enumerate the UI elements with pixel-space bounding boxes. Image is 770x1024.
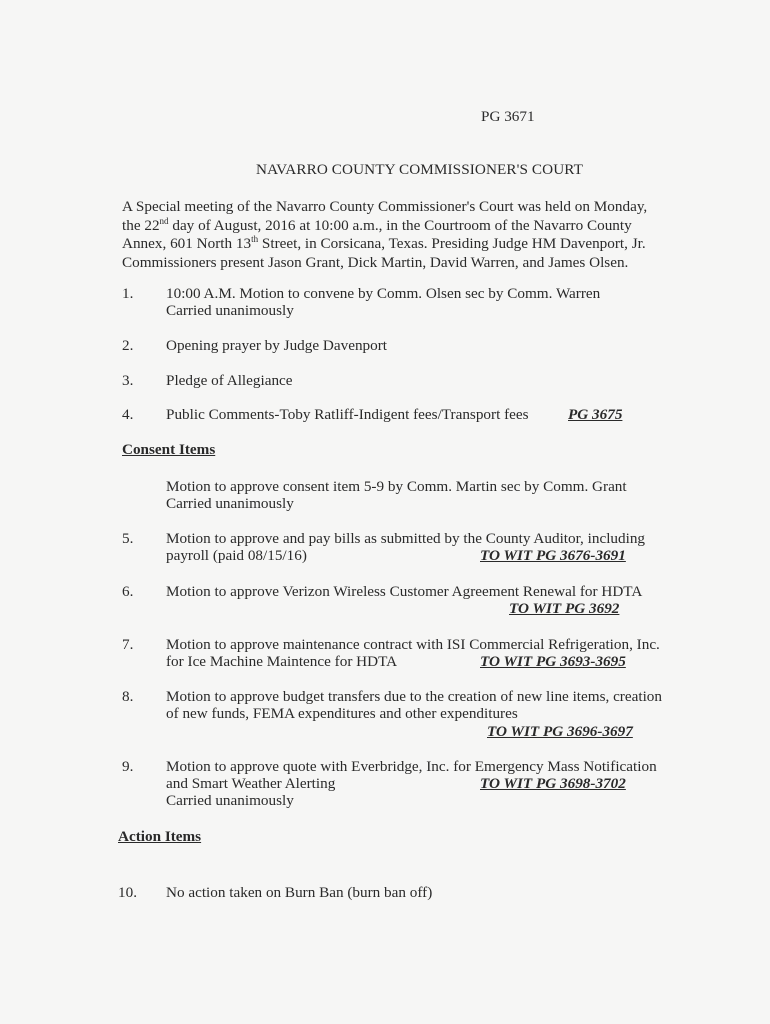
consent-items-heading: Consent Items <box>122 441 216 458</box>
intro-paragraph <box>122 198 658 272</box>
item-number: 6. <box>122 583 134 600</box>
item-number: 5. <box>122 530 134 547</box>
item-text: 10:00 A.M. Motion to convene by Comm. Olsen sec by Comm. Warren <box>166 285 601 302</box>
intro-line-3-end: Street, in Corsicana, Texas. Presiding Judge HM Davenport, Jr. <box>258 235 646 252</box>
intro-line-4: Commissioners present Jason Grant, Dick Martin, David Warren, and James Olsen. <box>122 253 629 271</box>
item-text: Motion to approve Verizon Wireless Customer Agreement Renewal for HDTA <box>166 583 643 600</box>
item-text: Opening prayer by Judge Davenport <box>166 337 387 354</box>
page-reference: TO WIT PG 3692 <box>509 600 620 617</box>
item-text: Public Comments-Toby Ratliff-Indigent fees/Transport fees <box>166 406 529 423</box>
page-reference: PG 3675 <box>568 406 623 423</box>
consent-motion-text: Carried unanimously <box>166 495 294 512</box>
page-number: PG 3671 <box>481 108 535 125</box>
item-text: Motion to approve maintenance contract with ISI Commercial Refrigeration, Inc. <box>166 636 660 653</box>
page-reference: TO WIT PG 3698-3702 <box>480 775 626 792</box>
item-text: for Ice Machine Maintence for HDTA <box>166 653 398 670</box>
item-text: Carried unanimously <box>166 302 294 319</box>
item-number: 8. <box>122 688 134 705</box>
intro-line-3-start: Annex, 601 North 13 <box>122 235 252 252</box>
page-reference: TO WIT PG 3696-3697 <box>487 723 633 740</box>
item-text: Motion to approve and pay bills as submitted by the County Auditor, including <box>166 530 646 547</box>
item-text: Pledge of Allegiance <box>166 372 293 389</box>
document-title: NAVARRO COUNTY COMMISSIONER'S COURT <box>256 161 583 178</box>
ordinal-superscript: th <box>251 233 259 244</box>
intro-line-1: A Special meeting of the Navarro County Commissioner's Court was held on Monday, <box>122 198 648 215</box>
item-text: of new funds, FEMA expenditures and other expenditures <box>166 705 518 722</box>
item-text: payroll (paid 08/15/16) <box>166 547 307 564</box>
item-number: 3. <box>122 372 134 389</box>
item-number: 7. <box>122 636 134 653</box>
item-number: 10. <box>118 884 137 901</box>
item-text: Motion to approve quote with Everbridge, Inc. for Emergency Mass Notification <box>166 758 657 775</box>
action-items-heading: Action Items <box>118 828 202 845</box>
intro-line-2 <box>122 217 658 236</box>
consent-motion-text: Motion to approve consent item 5-9 by Comm. Martin sec by Comm. Grant <box>166 478 627 495</box>
page-reference: TO WIT PG 3693-3695 <box>480 653 626 670</box>
item-number: 4. <box>122 406 134 423</box>
item-text: Motion to approve budget transfers due to the creation of new line items, creation <box>166 688 662 705</box>
item-number: 9. <box>122 758 134 775</box>
item-text: No action taken on Burn Ban (burn ban off) <box>166 884 433 901</box>
item-number: 1. <box>122 285 134 302</box>
ordinal-superscript: nd <box>159 215 169 226</box>
item-number: 2. <box>122 337 134 354</box>
item-text: and Smart Weather Alerting <box>166 775 336 792</box>
intro-line-2-start: the 22 <box>122 216 160 234</box>
page-reference: TO WIT PG 3676-3691 <box>480 547 626 564</box>
item-text: Carried unanimously <box>166 792 294 809</box>
intro-line-3 <box>122 235 658 254</box>
intro-line-2-end: day of August, 2016 at 10:00 a.m., in the Courtroom of the Navarro County <box>168 216 632 234</box>
